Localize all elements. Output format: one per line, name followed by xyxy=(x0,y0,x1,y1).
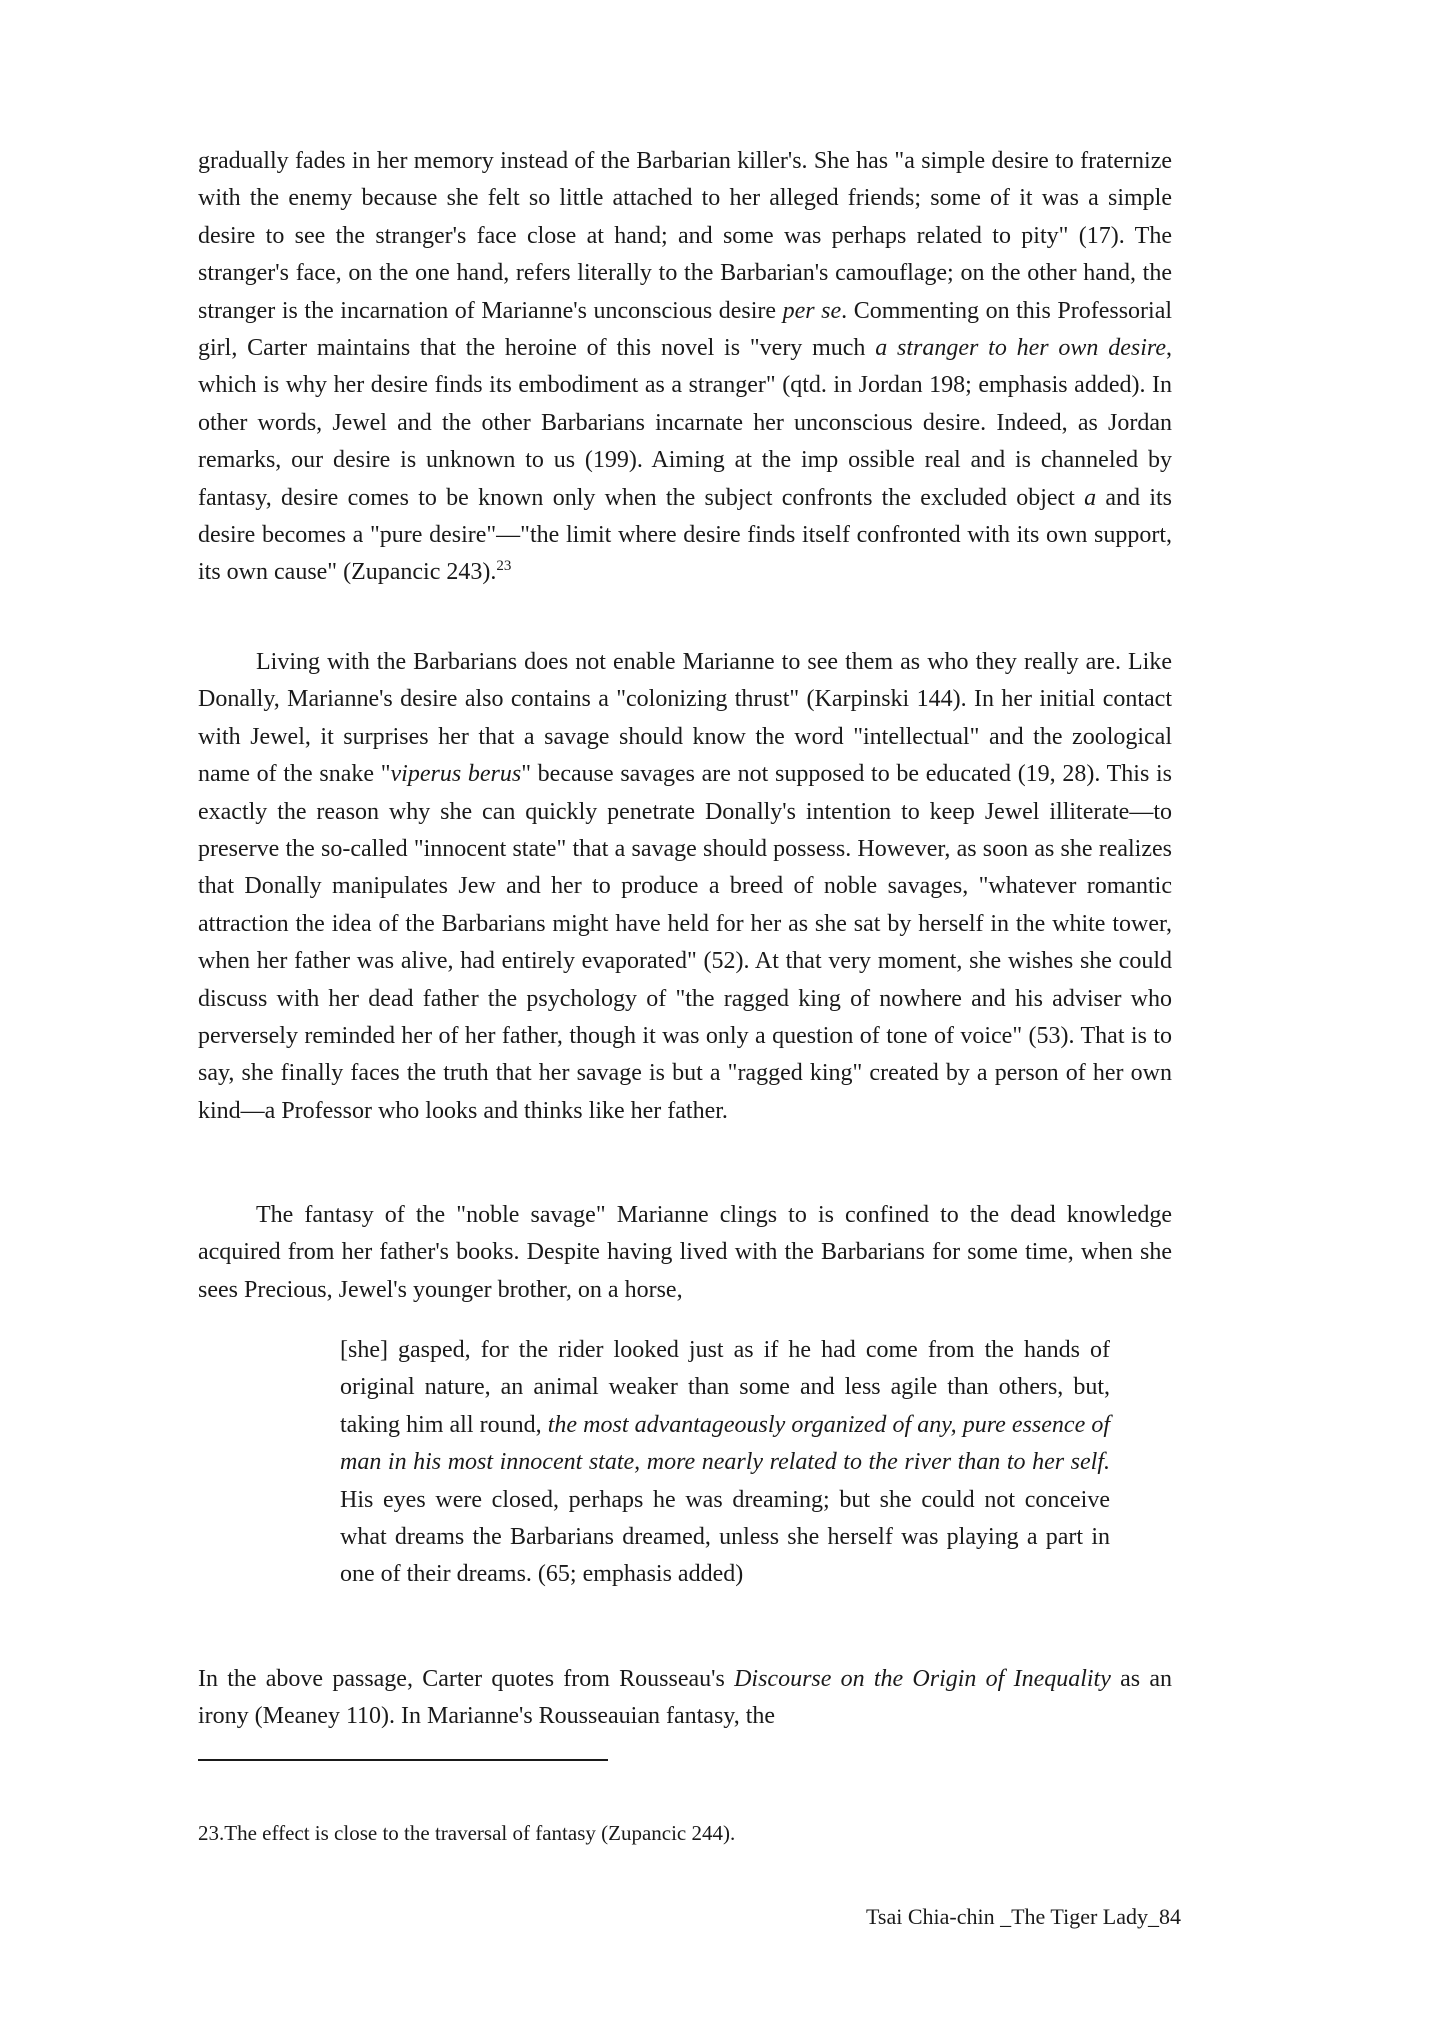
body-paragraph-3 xyxy=(198,1197,1172,1309)
p1-text-3: , which is why her desire finds its embodiment as a stranger" (qtd. in Jordan 198; emphasis added). In other words, Jewel and the other Barbarians incarnate her unconscious desire. Indeed, as Jordan remarks, our desire is unknown to us (199). Aiming at the imp ossible real and is channeled by fantasy, desire comes to be known only when the subject confronts the excluded object xyxy=(198,335,1172,511)
p1-italic-object-a: a xyxy=(1084,484,1097,511)
quote-text-1: [she] gasped, for the rider looked just as if he had come from the hands of original nature, an animal weaker than some and less agile than others, but, taking him all round, xyxy=(340,1337,1110,1438)
p2-text-1: Living with the Barbarians does not enable Marianne to see them as who they really are. Like Donally, Marianne's desire also contains a "colonizing thrust" (Karpinski 144). In her initial contact with Jewel, it surprises her that a savage should know the word "intellectual" and the zoological name of the snake " xyxy=(198,649,1172,788)
p4-italic-title: Discourse on the Origin of Inequality xyxy=(734,1666,1111,1692)
p1-text-4: and its desire becomes a "pure desire"—"the limit where desire finds itself confronted with its own support, its own cause" (Zupancic 243). xyxy=(198,484,1172,586)
p4-text-2: as an irony (Meaney 110). In Marianne's Rousseauian fantasy, the xyxy=(198,1666,1173,1730)
body-paragraph-4 xyxy=(198,1661,1172,1736)
p1-text-1: gradually fades in her memory instead of the Barbarian killer's. She has "a simple desire to fraternize with the enemy because she felt so little attached to her alleged friends; some of it was a simple desire to see the stranger's face close at hand; and some was perhaps related to pity" (17). The stranger's face, on the one hand, refers literally to the Barbarian's camouflage; on the other hand, the stranger is the incarnation of Marianne's unconscious desire xyxy=(198,148,1172,324)
footnote-23: 23.The effect is close to the traversal of fantasy (Zupancic 244). xyxy=(198,1821,736,1845)
p3-text-1: The fantasy of the "noble savage" Marianne clings to is confined to the dead knowledge acquired from her father's books. Despite having lived with the Barbarians for some time, when she sees Precious, Jewel's younger brother, on a horse, xyxy=(198,1202,1172,1303)
p1-italic-per-se: per se xyxy=(782,297,842,324)
block-quote xyxy=(340,1332,1110,1594)
quote-text-2: His eyes were closed, perhaps he was dreaming; but she could not conceive what dreams the Barbarians dreamed, unless she herself was playing a part in one of their dreams. (65; emphasis added) xyxy=(340,1486,1110,1588)
p2-italic-viperus: viperus berus xyxy=(390,761,522,788)
p4-text-1: In the above passage, Carter quotes from Rousseau's xyxy=(198,1666,735,1692)
body-paragraph-1 xyxy=(198,143,1172,592)
footnote-separator xyxy=(198,1759,608,1761)
body-paragraph-2 xyxy=(198,644,1172,1130)
p1-text-2: . Commenting on this Professorial girl, Carter maintains that the heroine of this novel is "very much xyxy=(198,297,1173,362)
quote-italic: the most advantageously organized of any, pure essence of man in his most innocent state, more nearly related to the river than to her self. xyxy=(340,1411,1110,1476)
p1-italic-stranger: a stranger to her own desire xyxy=(875,335,1166,362)
running-footer: Tsai Chia-chin _The Tiger Lady_84 xyxy=(866,1904,1181,1929)
footnote-reference: 23 xyxy=(496,558,512,575)
p2-text-2: " because savages are not supposed to be educated (19, 28). This is exactly the reason why she can quickly penetrate Donally's intention to keep Jewel illiterate—to preserve the so-called "innocent state" that a savage should possess. However, as soon as she realizes that Donally manipulates Jew and her to produce a breed of noble savages, "whatever romantic attraction the idea of the Barbarians might have held for her as she sat by herself in the white tower, when her father was alive, had entirely evaporated" (52). At that very moment, she wishes she could discuss with her dead father the psychology of "the ragged king of nowhere and his adviser who perversely reminded her of her father, though it was only a question of tone of voice" (53). That is to say, she finally faces the truth that her savage is but a "ragged king" created by a person of her own kind—a Professor who looks and thinks like her father. xyxy=(198,761,1172,1124)
